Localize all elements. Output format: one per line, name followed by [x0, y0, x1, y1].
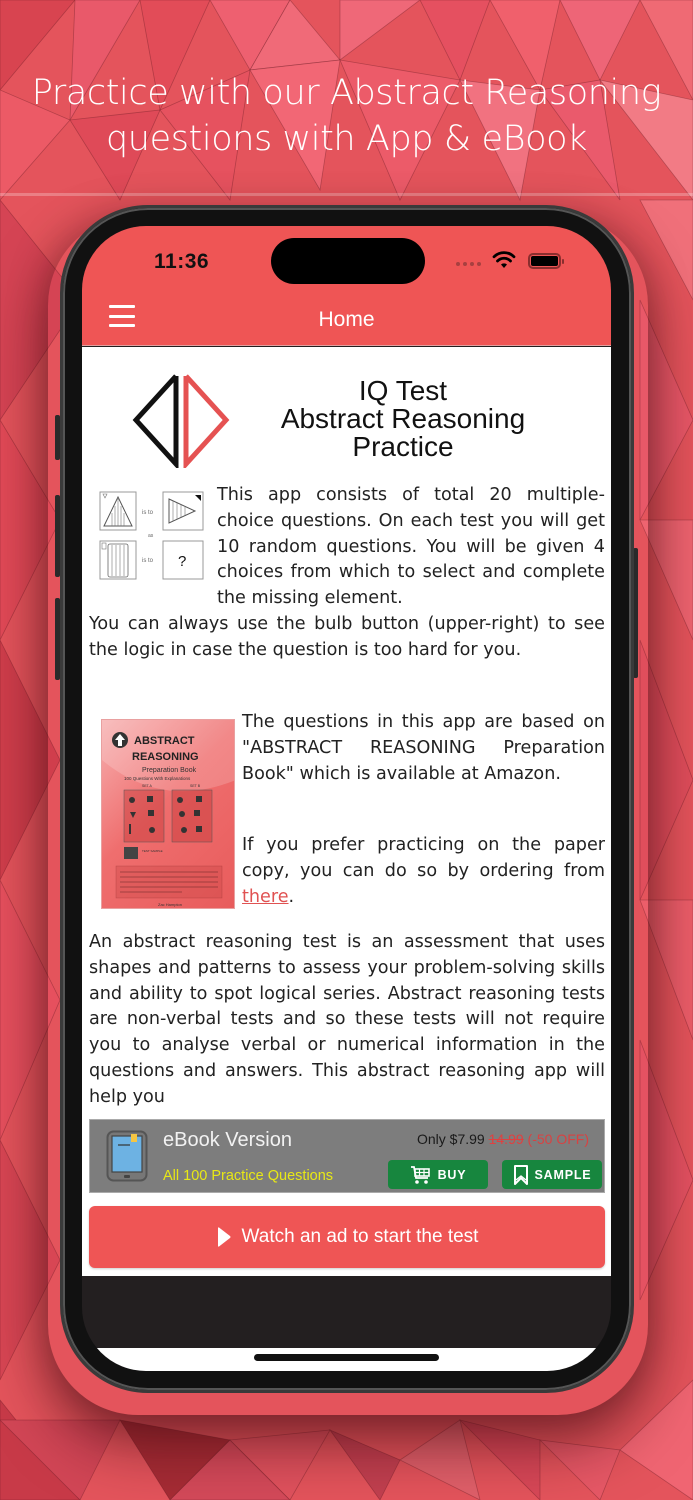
ad-banner-placeholder: [100, 1276, 593, 1351]
svg-text:is to: is to: [142, 510, 154, 516]
svg-text:Zac Hampton: Zac Hampton: [158, 902, 183, 907]
ebook-subtitle: All 100 Practice Questions: [163, 1168, 334, 1184]
status-time: 11:36: [154, 250, 210, 273]
navigation-bar: [82, 296, 611, 346]
current-price: Only $7.99: [417, 1131, 485, 1147]
analogy-puzzle-illustration: [99, 491, 207, 581]
svg-text:ABSTRACT: ABSTRACT: [134, 735, 195, 747]
home-content[interactable]: [82, 347, 611, 1276]
dynamic-island: [271, 238, 425, 284]
intro-paragraph: This app consists of total 20 multiple-choice questions. On each test you will get 10 random questions. You will be given 4 choices from which to select and complete the missing element.: [217, 485, 605, 609]
svg-text:Preparation Book: Preparation Book: [142, 767, 197, 774]
buy-label: BUY: [437, 1167, 467, 1182]
tablet-ebook-icon: [106, 1130, 148, 1182]
svg-text:SET B: SET B: [190, 784, 201, 788]
logo-line-1: IQ Test: [358, 375, 448, 406]
ebook-title: eBook Version: [163, 1129, 292, 1151]
buy-button[interactable]: [388, 1160, 488, 1189]
nav-title: Home: [318, 308, 375, 331]
app-logo: [132, 372, 562, 472]
book-info-paragraph: The questions in this app are based on "ABSTRACT REASONING Preparation Book" which is available at Amazon.: [242, 712, 605, 784]
svg-text:as: as: [148, 533, 154, 539]
sample-label: SAMPLE: [534, 1167, 592, 1182]
diamond-logo-icon: [132, 372, 232, 468]
battery-icon: [528, 253, 561, 269]
hint-paragraph: You can always use the bulb button (upper-right) to see the logic in case the question is too hard for you.: [89, 614, 605, 660]
discount-label: (-50 OFF): [527, 1131, 589, 1147]
sample-button[interactable]: [502, 1160, 602, 1189]
svg-text:TEST SAMPLE: TEST SAMPLE: [142, 849, 163, 853]
logo-title: [253, 377, 553, 461]
status-bar: [82, 226, 611, 296]
order-paragraph: If you prefer practicing on the paper copy, you can do so by ordering from there.: [242, 835, 605, 907]
signal-dots-icon: [456, 262, 481, 266]
svg-text:REASONING: REASONING: [132, 751, 199, 763]
headline-line-1: Practice with our Abstract Reasoning: [31, 73, 662, 113]
play-icon: [216, 1226, 232, 1248]
phone-screen: [82, 226, 611, 1371]
wifi-icon: [492, 250, 516, 270]
shopping-cart-icon: [410, 1165, 432, 1185]
svg-text:100 Questions With Explanation: 100 Questions With Explanations: [124, 776, 191, 781]
headline-divider: [0, 193, 693, 196]
svg-text:SET A: SET A: [142, 784, 152, 788]
old-price: 14.99: [488, 1131, 524, 1147]
promo-headline: [0, 70, 693, 162]
watch-ad-label: Watch an ad to start the test: [241, 1226, 479, 1247]
svg-text:is to: is to: [142, 558, 154, 564]
order-there-link[interactable]: there: [242, 886, 289, 907]
book-cover-image[interactable]: [101, 719, 235, 909]
watch-ad-start-test-button[interactable]: [89, 1206, 605, 1268]
logo-line-3: Practice: [352, 431, 454, 462]
svg-text:?: ?: [178, 553, 187, 570]
bookmark-icon: [513, 1164, 529, 1186]
description-paragraph: An abstract reasoning test is an assessment that uses shapes and patterns to assess your problem-solving skills and ability to spot logical series. Abstract reasoning tests are non-verbal tests and so these tests will not require you to analyse verbal or numerical information in the questions and answers. This abstract reasoning app will help you: [89, 932, 605, 1107]
headline-line-2: questions with App & eBook: [105, 119, 588, 159]
ebook-price: [417, 1131, 589, 1147]
logo-line-2: Abstract Reasoning: [280, 403, 526, 434]
home-indicator[interactable]: [254, 1354, 439, 1361]
book-cover-art: [102, 720, 235, 909]
ebook-promo-bar: [89, 1119, 605, 1193]
